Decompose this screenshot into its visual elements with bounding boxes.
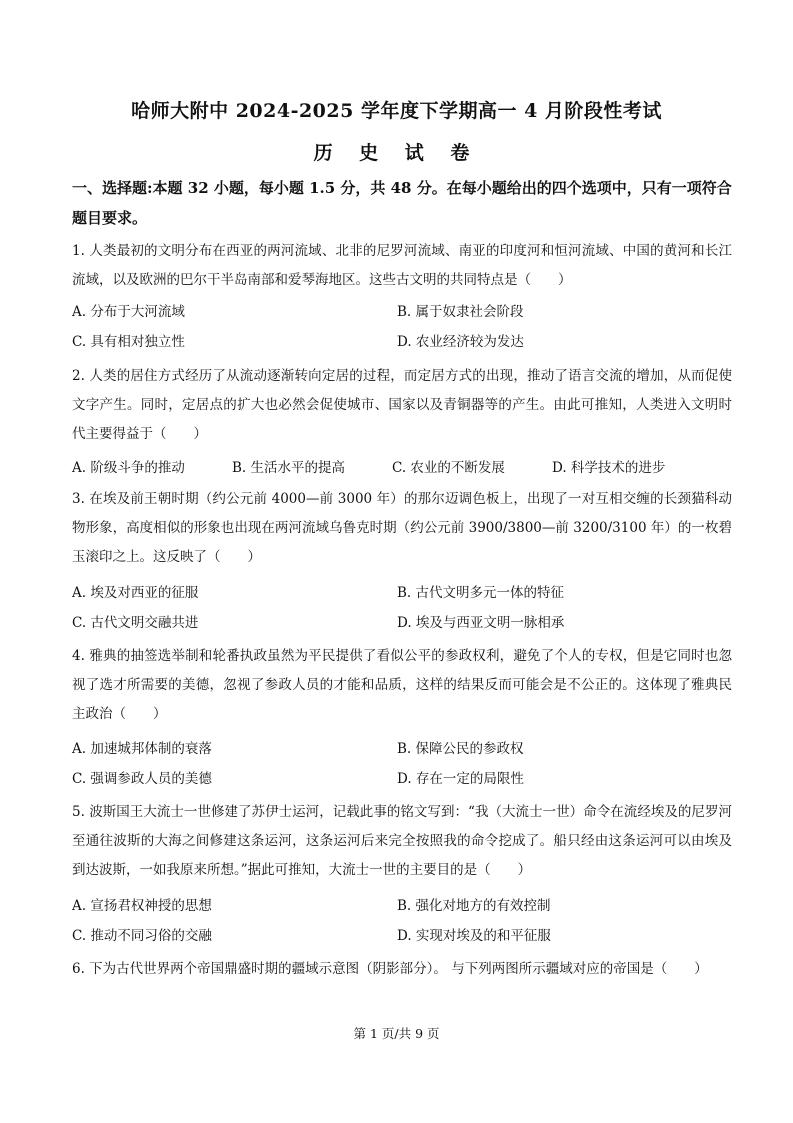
option-d: D. 农业经济较为发达 xyxy=(397,334,524,350)
question-5-options xyxy=(72,891,722,951)
question-1-stem: 1. 人类最初的文明分布在西亚的两河流域、北非的尼罗河流域、南亚的印度河和恒河流域、中国的黄河和长江流域，以及欧洲的巴尔干半岛南部和爱琴海地区。这些古文明的共同特点是（ ） xyxy=(72,243,732,288)
option-a: A. 阶级斗争的推动 xyxy=(72,460,185,476)
option-b: B. 古代文明多元一体的特征 xyxy=(397,585,565,601)
question-4-options xyxy=(72,734,722,794)
option-a: A. 加速城邦体制的衰落 xyxy=(72,741,212,757)
option-d: D. 埃及与西亚文明一脉相承 xyxy=(397,615,565,631)
page-number: 第 1 页/共 9 页 xyxy=(353,1026,440,1041)
question-3-options xyxy=(72,578,722,638)
option-d: D. 实现对埃及的和平征服 xyxy=(397,928,551,944)
question-4-stem: 4. 雅典的抽签选举制和轮番执政虽然为平民提供了看似公平的参政权利，避免了个人的专权，但是它同时也忽视了选才所需要的美德，忽视了参政人员的才能和品质，这样的结果反而可能会是不公正的。这体现了雅典民主政治（ ） xyxy=(72,648,732,722)
question-2-options xyxy=(72,453,712,483)
option-c: C. 强调参政人员的美德 xyxy=(72,771,212,787)
option-b: B. 强化对地方的有效控制 xyxy=(397,898,551,914)
question-1-options xyxy=(72,297,722,357)
option-c: C. 古代文明交融共进 xyxy=(72,615,199,631)
option-b: B. 保障公民的参政权 xyxy=(397,741,524,757)
option-d: D. 科学技术的进步 xyxy=(552,460,666,476)
option-d: D. 存在一定的局限性 xyxy=(397,771,524,787)
option-b: B. 属于奴隶社会阶段 xyxy=(397,304,524,320)
option-b: B. 生活水平的提高 xyxy=(232,460,346,476)
option-c: C. 具有相对独立性 xyxy=(72,334,185,350)
option-a: A. 宣扬君权神授的思想 xyxy=(72,898,212,914)
option-c: C. 农业的不断发展 xyxy=(392,460,505,476)
exam-subtitle: 历 史 试 卷 xyxy=(313,142,480,164)
question-3-stem: 3. 在埃及前王朝时期（约公元前 4000—前 3000 年）的那尔迈调色板上，出现了一对互相交缠的长颈猫科动物形象，高度相似的形象也出现在两河流域乌鲁克时期（约公元前 3900/3800—前 3200/3100 年）的一枚碧玉滚印之上。这反映了（ ） xyxy=(72,491,732,565)
option-a: A. 埃及对西亚的征服 xyxy=(72,585,199,601)
section-heading: 一、选择题:本题 32 小题，每小题 1.5 分，共 48 分。在每小题给出的四个选项中，只有一项符合题目要求。 xyxy=(72,179,732,227)
exam-title: 哈师大附中 2024-2025 学年度下学期高一 4 月阶段性考试 xyxy=(131,100,662,122)
option-c: C. 推动不同习俗的交融 xyxy=(72,928,212,944)
question-6-stem: 6. 下为古代世界两个帝国鼎盛时期的疆域示意图（阴影部分）。 与下列两图所示疆域对应的帝国是（ ） xyxy=(72,961,708,977)
question-5-stem: 5. 波斯国王大流士一世修建了苏伊士运河，记载此事的铭文写到：“我（大流士一世）命令在流经埃及的尼罗河至通往波斯的大海之间修建这条运河，这条运河后来完全按照我的命令挖成了。船只经由这条运河可以由埃及到达波斯，一如我原来所想。”据此可推知，大流士一世的主要目的是（ ） xyxy=(72,804,732,878)
question-2-stem: 2. 人类的居住方式经历了从流动逐渐转向定居的过程，而定居方式的出现，推动了语言交流的增加，从而促使文字产生。同时，定居点的扩大也必然会促使城市、国家以及青铜器等的产生。由此可推知，人类进入文明时代主要得益于（ ） xyxy=(72,368,732,442)
option-a: A. 分布于大河流域 xyxy=(72,304,185,320)
